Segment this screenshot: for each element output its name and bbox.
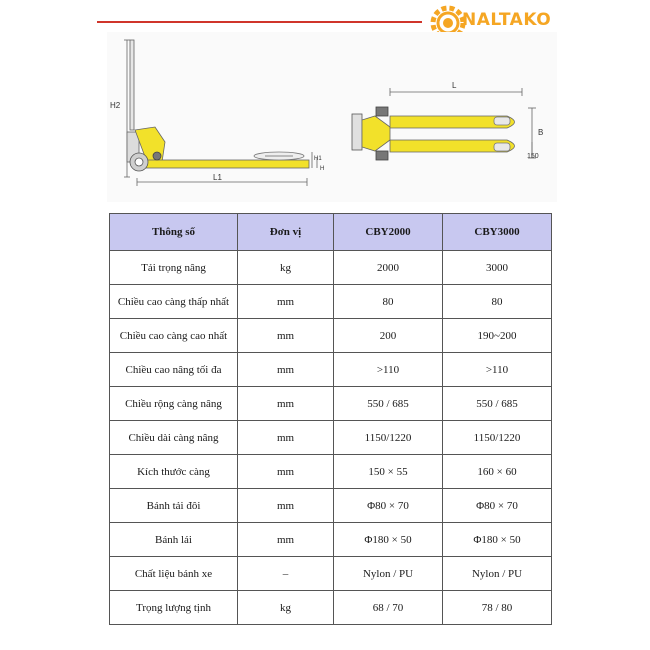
cell-parameter: Trọng lượng tịnh: [110, 591, 238, 625]
cell-parameter: Chiều cao càng thấp nhất: [110, 285, 238, 319]
cell-cby2000: 550 / 685: [334, 387, 443, 421]
cell-cby3000: Φ80 × 70: [443, 489, 552, 523]
table-row: [110, 455, 552, 489]
header-cby2000: CBY2000: [334, 214, 443, 251]
cell-unit: mm: [238, 489, 334, 523]
cell-cby3000: 3000: [443, 251, 552, 285]
cell-cby2000: 68 / 70: [334, 591, 443, 625]
side-view: [124, 40, 317, 186]
table-row: [110, 319, 552, 353]
label-h1: H1: [314, 156, 322, 162]
table-row: [110, 557, 552, 591]
cell-cby3000: 550 / 685: [443, 387, 552, 421]
table-row: [110, 285, 552, 319]
cell-parameter: Chiều dài càng nâng: [110, 421, 238, 455]
table-row: [110, 251, 552, 285]
cell-parameter: Chất liệu bánh xe: [110, 557, 238, 591]
cell-unit: mm: [238, 455, 334, 489]
label-h: H: [320, 166, 325, 172]
label-150: 150: [527, 153, 539, 160]
cell-cby2000: 1150/1220: [334, 421, 443, 455]
cell-unit: mm: [238, 353, 334, 387]
cell-parameter: Chiều cao nâng tối đa: [110, 353, 238, 387]
header-parameter: Thông số: [110, 214, 238, 251]
cell-parameter: Kích thước càng: [110, 455, 238, 489]
brand-name: NALTAKO: [462, 10, 552, 30]
cell-parameter: Chiều cao càng cao nhất: [110, 319, 238, 353]
cell-cby3000: 1150/1220: [443, 421, 552, 455]
cell-cby3000: 190~200: [443, 319, 552, 353]
cell-parameter: Bánh lái: [110, 523, 238, 557]
cell-cby2000: Φ80 × 70: [334, 489, 443, 523]
header-cby3000: CBY3000: [443, 214, 552, 251]
label-l1: L1: [213, 173, 222, 182]
cell-unit: mm: [238, 523, 334, 557]
cell-unit: mm: [238, 421, 334, 455]
table-row: [110, 591, 552, 625]
cell-unit: –: [238, 557, 334, 591]
table-row: [110, 489, 552, 523]
table-row: [110, 353, 552, 387]
spec-table: [109, 213, 552, 625]
cell-cby3000: Nylon / PU: [443, 557, 552, 591]
cell-cby2000: >110: [334, 353, 443, 387]
cell-unit: kg: [238, 591, 334, 625]
table-row: [110, 387, 552, 421]
cell-cby2000: 200: [334, 319, 443, 353]
label-l: L: [452, 81, 457, 90]
cell-cby2000: 2000: [334, 251, 443, 285]
cell-cby2000: 80: [334, 285, 443, 319]
pallet-truck-drawing: [107, 32, 557, 202]
label-b: B: [538, 128, 544, 137]
label-h2: H2: [110, 101, 121, 110]
cell-cby3000: Φ180 × 50: [443, 523, 552, 557]
cell-unit: mm: [238, 319, 334, 353]
table-row: [110, 421, 552, 455]
cell-cby3000: 78 / 80: [443, 591, 552, 625]
cell-cby2000: Nylon / PU: [334, 557, 443, 591]
cell-cby2000: 150 × 55: [334, 455, 443, 489]
table-header-row: [110, 214, 552, 251]
header-unit: Đơn vị: [238, 214, 334, 251]
table-row: [110, 523, 552, 557]
cell-unit: mm: [238, 285, 334, 319]
cell-cby3000: >110: [443, 353, 552, 387]
cell-parameter: Tải trọng nâng: [110, 251, 238, 285]
cell-unit: kg: [238, 251, 334, 285]
cell-parameter: Bánh tải đôi: [110, 489, 238, 523]
cell-cby2000: Φ180 × 50: [334, 523, 443, 557]
cell-cby3000: 160 × 60: [443, 455, 552, 489]
header-red-line: [97, 21, 422, 23]
top-view: [352, 88, 536, 160]
cell-cby3000: 80: [443, 285, 552, 319]
cell-unit: mm: [238, 387, 334, 421]
cell-parameter: Chiều rộng càng nâng: [110, 387, 238, 421]
